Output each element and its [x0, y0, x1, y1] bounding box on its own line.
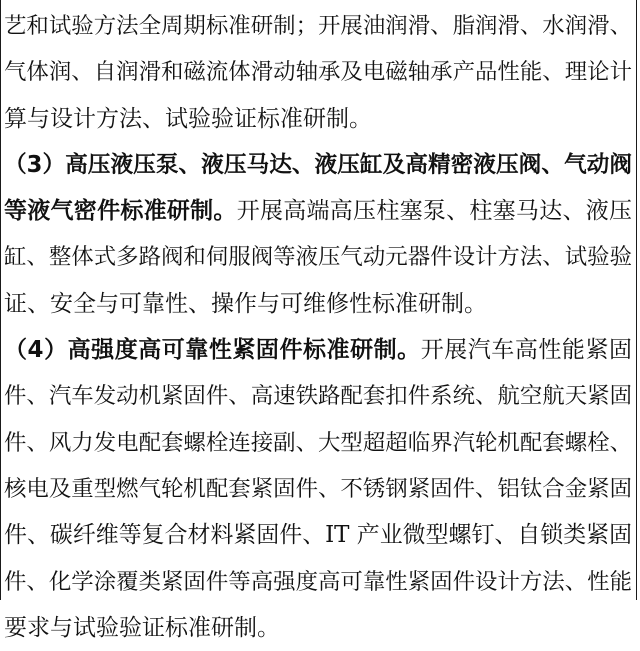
- text-line: [4, 605, 632, 651]
- text-span: 开展高端高压柱塞泵、柱塞马达、液压: [236, 198, 633, 225]
- text-span: 开展汽车高性能紧固: [420, 337, 632, 364]
- text-span: 核电及重型燃气轮机配套紧固件、不锈钢紧固件、铝钛合金紧固: [4, 475, 632, 502]
- text-line: [4, 420, 632, 466]
- document-body: [4, 3, 632, 651]
- text-span: 件、风力发电配套螺栓连接副、大型超超临界汽轮机配套螺栓、: [4, 429, 632, 456]
- text-line: [4, 281, 632, 327]
- text-span: 件、化学涂覆类紧固件等高强度高可靠性紧固件设计方法、性能: [4, 568, 632, 595]
- text-line: [4, 466, 632, 512]
- text-span: 要求与试验验证标准研制。: [4, 614, 280, 641]
- text-span: 缸、整体式多路阀和伺服阀等液压气动元器件设计方法、试验验: [4, 244, 632, 271]
- text-line: [4, 188, 632, 234]
- text-span: 气体润、自润滑和磁流体滑动轴承及电磁轴承产品性能、理论计: [4, 59, 632, 86]
- text-line: [4, 234, 632, 280]
- text-line: [4, 373, 632, 419]
- text-span: 艺和试验方法全周期标准研制；开展油润滑、脂润滑、水润滑、: [4, 13, 632, 39]
- text-line: [4, 49, 632, 95]
- text-line: [4, 512, 632, 558]
- heading-line-3: [4, 142, 632, 188]
- bold-heading-span: （4）高强度高可靠性紧固件标准研制。: [4, 337, 421, 364]
- text-span: 件、汽车发动机紧固件、高速铁路配套扣件系统、航空航天紧固: [4, 383, 632, 410]
- text-line: [4, 96, 632, 142]
- text-span: 证、安全与可靠性、操作与可维修性标准研制。: [4, 290, 487, 317]
- text-line: [4, 559, 632, 605]
- text-line: [4, 3, 632, 49]
- bold-heading-span: 等液气密件标准研制。: [4, 198, 237, 225]
- bold-heading-span: （3）高压液压泵、液压马达、液压缸及高精密液压阀、气动阀: [4, 151, 632, 178]
- text-span: 算与设计方法、试验验证标准研制。: [4, 105, 372, 132]
- heading-line-4: [4, 327, 632, 373]
- text-span: 件、碳纤维等复合材料紧固件、IT 产业微型螺钉、自锁类紧固: [4, 522, 633, 549]
